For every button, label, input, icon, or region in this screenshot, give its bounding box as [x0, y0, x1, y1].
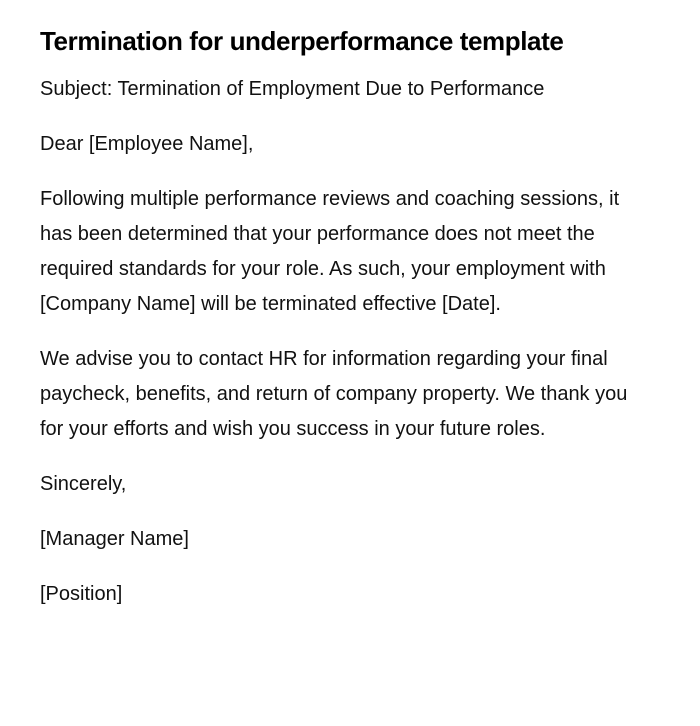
document-title: Termination for underperformance template	[40, 26, 564, 56]
signature-position: [Position]	[40, 583, 123, 605]
letter-closing: Sincerely,	[40, 473, 127, 495]
signature-name: [Manager Name]	[40, 528, 189, 550]
letter-body-paragraph-2: We advise you to contact HR for information regarding your final paycheck, benefits, and return of company property. We thank you for your efforts and wish you success in your future roles.	[40, 348, 628, 440]
letter-body-paragraph-1: Following multiple performance reviews and coaching sessions, it has been determined that your performance does not meet the required standards for your role. As such, your employment with [Company Name] will be terminated effective [Date].	[40, 188, 620, 315]
letter-subject: Subject: Termination of Employment Due to Performance	[40, 78, 545, 100]
letter-salutation: Dear [Employee Name],	[40, 133, 254, 155]
